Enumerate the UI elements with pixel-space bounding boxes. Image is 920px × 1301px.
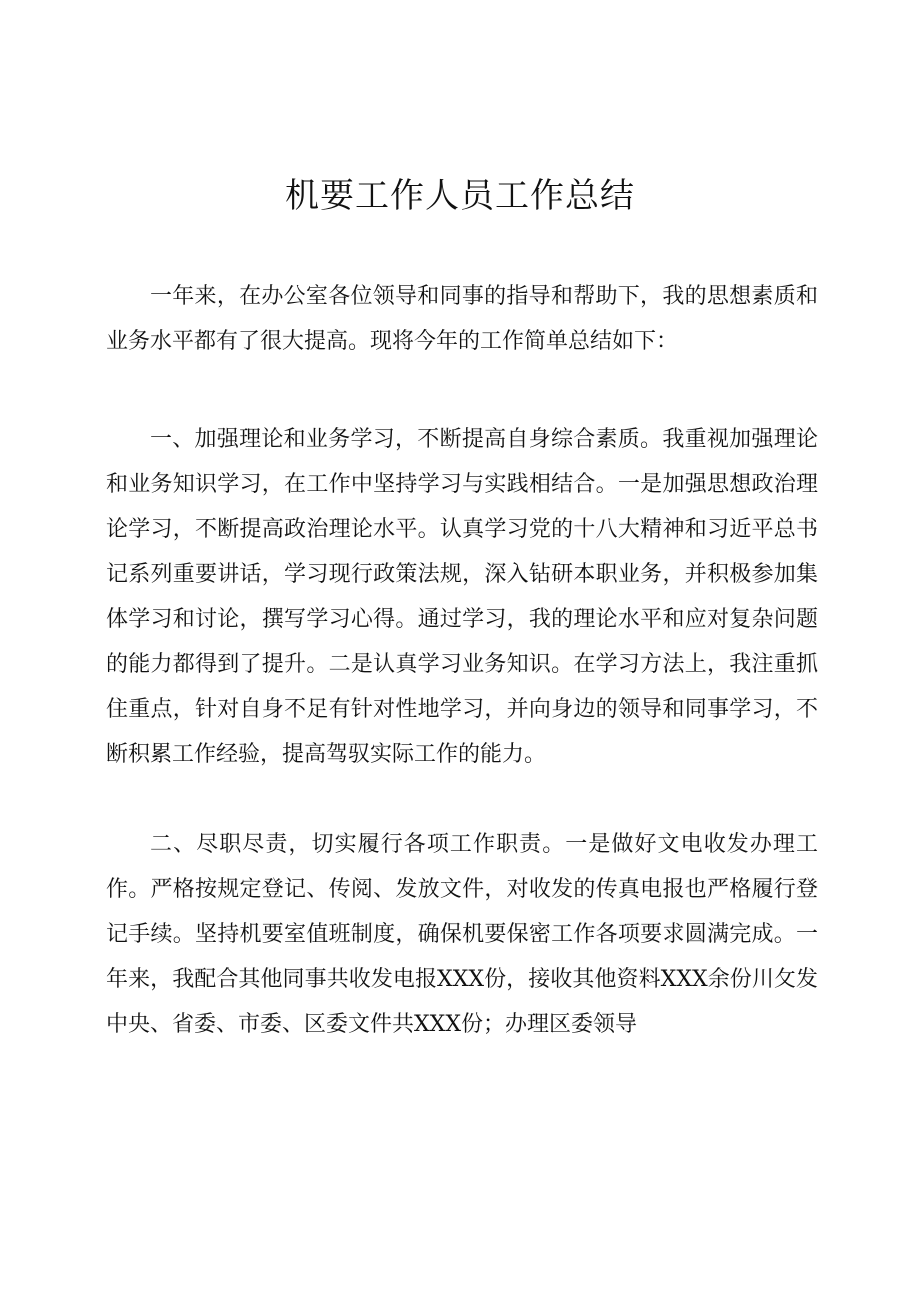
paragraph-section-2: 二、尽职尽责，切实履行各项工作职责。一是做好文电收发办理工作。严格按规定登记、传阅、发放文件，对收发的传真电报也严格履行登记手续。坚持机要室值班制度，确保机要保密工作各项要求圆满完成。一年来，我配合其他同事共收发电报XXX份，接收其他资料XXX余份川攵发中央、省委、市委、区委文件共XXX份；办理区委领导 [106,832,818,1037]
document-title: 机要工作人员工作总结 [285,176,635,216]
paragraph-intro: 一年来，在办公室各位领导和同事的指导和帮助下，我的思想素质和业务水平都有了很大提高。现将今年的工作简单总结如下： [106,284,818,354]
paragraph-section-1: 一、加强理论和业务学习，不断提高自身综合素质。我重视加强理论和业务知识学习，在工作中坚持学习与实践相结合。一是加强思想政治理论学习，不断提高政治理论水平。认真学习党的十八大精神和习近平总书记系列重要讲话，学习现行政策法规，深入钻研本职业务，并积极参加集体学习和讨论，撰写学习心得。通过学习，我的理论水平和应对复杂问题的能力都得到了提升。二是认真学习业务知识。在学习方法上，我注重抓住重点，针对自身不足有针对性地学习，并向身边的领导和同事学习，不断积累工作经验，提高驾驭实际工作的能力。 [106,427,818,767]
